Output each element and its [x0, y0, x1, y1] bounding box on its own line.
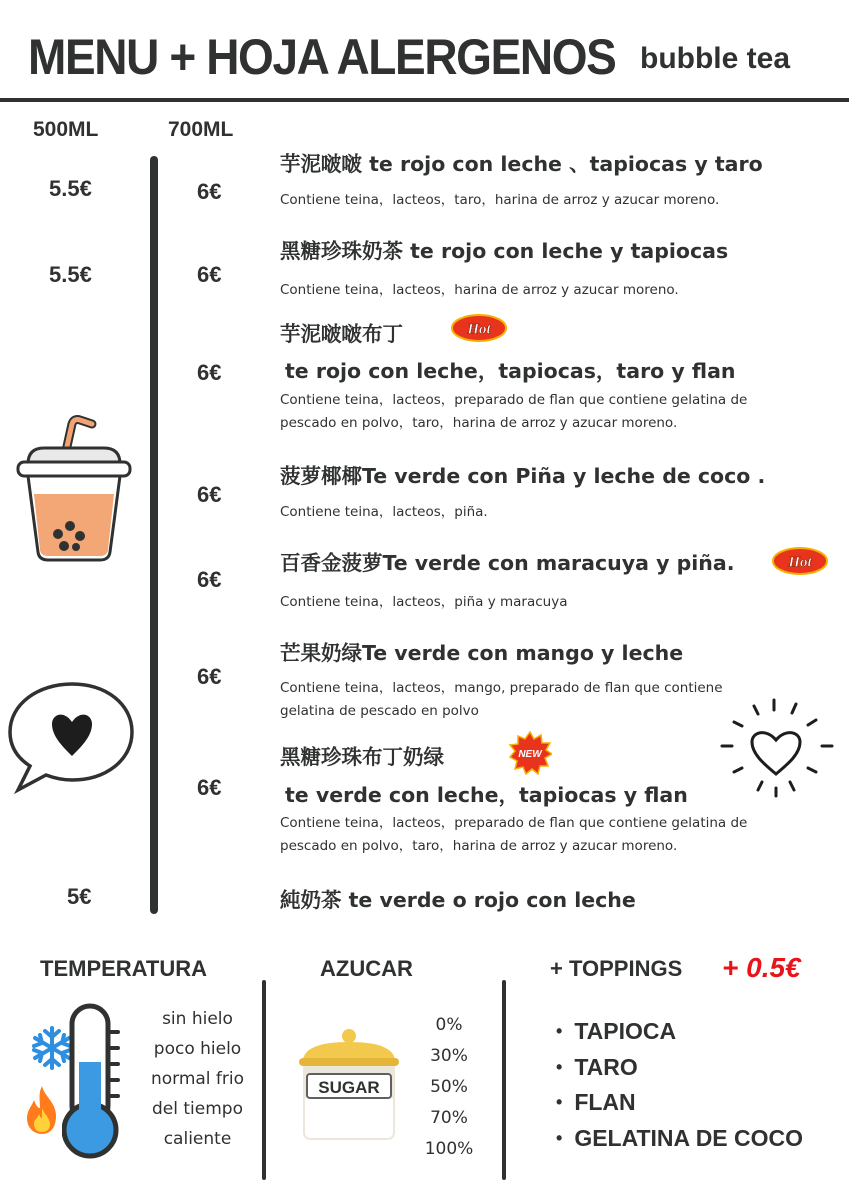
menu-item-subname: te verde con leche，tapiocas y flan: [285, 783, 688, 807]
sugar-jar-icon: [293, 1026, 405, 1148]
column-head-700ml: 700ML: [168, 118, 234, 141]
bubble-tea-cup-icon: [14, 412, 134, 568]
price-700: 6€: [197, 482, 222, 507]
sugar-option: 100%: [424, 1139, 474, 1159]
menu-item-allergens: Contiene teina，lacteos，taro，harina de arroz y azucar moreno.: [280, 192, 720, 208]
svg-text:SUGAR: SUGAR: [318, 1078, 380, 1097]
toppings-title: + TOPPINGS: [550, 956, 683, 981]
hot-badge-icon: [450, 313, 508, 347]
temperature-title: TEMPERATURA: [40, 956, 208, 981]
sugar-option: 30%: [430, 1046, 468, 1066]
price-700: 6€: [197, 775, 222, 800]
toppings-price: + 0.5€: [722, 952, 801, 983]
menu-item-allergens: Contiene teina，lacteos，harina de arroz y azucar moreno.: [280, 282, 679, 298]
sugar-title: AZUCAR: [320, 956, 413, 981]
price-700: 6€: [197, 664, 222, 689]
price-500: 5.5€: [49, 262, 92, 287]
svg-text:NEW: NEW: [518, 749, 542, 760]
toppings-list: [556, 1014, 803, 1156]
temperature-option: caliente: [163, 1129, 232, 1149]
temperature-option: sin hielo: [162, 1009, 233, 1029]
menu-item-allergens: gelatina de pescado en polvo: [280, 703, 479, 719]
price-700: 6€: [197, 567, 222, 592]
menu-item-allergens: Contiene teina，lacteos，preparado de flan que contiene gelatina de: [280, 815, 748, 831]
menu-item-name: 百香金菠萝Te verde con maracuya y piña.: [280, 551, 735, 575]
section-divider: [502, 980, 506, 1180]
topping-item: • TARO: [556, 1050, 803, 1086]
temperature-option: normal frio: [150, 1069, 245, 1089]
column-head-500ml: 500ML: [33, 118, 99, 141]
sugar-options: [415, 1010, 483, 1165]
menu-item-name: 芋泥啵啵 te rojo con leche 、tapiocas y taro: [280, 152, 763, 176]
menu-item-name: 純奶茶 te verde o rojo con leche: [280, 888, 636, 912]
price-500: 5€: [67, 884, 92, 909]
page-subtitle: bubble tea: [640, 42, 791, 75]
menu-item-allergens: Contiene teina，lacteos，piña.: [280, 504, 488, 520]
menu-item-name: 芒果奶绿Te verde con mango y leche: [280, 641, 684, 665]
svg-text:Hot: Hot: [788, 554, 812, 571]
menu-item-allergens: pescado en polvo，taro，harina de arroz y azucar moreno.: [280, 415, 678, 431]
price-700: 6€: [197, 262, 222, 287]
heart-sparkle-icon: [718, 694, 838, 810]
temperature-option: poco hielo: [153, 1039, 242, 1059]
menu-item-name: 菠萝椰椰Te verde con Piña y leche de coco .: [280, 464, 766, 488]
header-divider: [0, 98, 849, 102]
menu-item-name: 芋泥啵啵布丁: [280, 322, 403, 346]
menu-item-allergens: Contiene teina，lacteos，piña y maracuya: [280, 594, 568, 610]
menu-item-name: 黑糖珍珠布丁奶绿: [280, 745, 444, 769]
new-badge-icon: [508, 731, 552, 779]
temperature-options: [140, 1004, 255, 1154]
price-500: 5.5€: [49, 176, 92, 201]
menu-item-allergens: pescado en polvo，taro，harina de arroz y azucar moreno.: [280, 838, 678, 854]
menu-item-allergens: Contiene teina，lacteos，preparado de flan que contiene gelatina de: [280, 392, 748, 408]
topping-item: • TAPIOCA: [556, 1014, 803, 1050]
menu-item-subname: te rojo con leche，tapiocas，taro y flan: [285, 359, 736, 383]
flame-icon: [22, 1084, 62, 1140]
topping-item: • FLAN: [556, 1085, 803, 1121]
hot-badge-icon: [771, 546, 829, 580]
sugar-option: 0%: [435, 1015, 463, 1035]
topping-item: • GELATINA DE COCO: [556, 1121, 803, 1157]
price-700: 6€: [197, 360, 222, 385]
page-title: MENU + HOJA ALERGENOS: [28, 29, 616, 85]
section-divider: [262, 980, 266, 1180]
menu-item-name: 黑糖珍珠奶茶 te rojo con leche y tapiocas: [280, 239, 729, 263]
price-700: 6€: [197, 179, 222, 204]
price-divider: [150, 156, 158, 914]
temperature-option: del tiempo: [152, 1099, 243, 1119]
sugar-option: 70%: [430, 1108, 468, 1128]
thermometer-icon: [62, 1002, 126, 1166]
menu-item-allergens: Contiene teina，lacteos，mango, preparado de flan que contiene: [280, 680, 723, 696]
sugar-option: 50%: [430, 1077, 468, 1097]
heart-speech-bubble-icon: [6, 680, 138, 802]
svg-text:Hot: Hot: [467, 321, 491, 338]
